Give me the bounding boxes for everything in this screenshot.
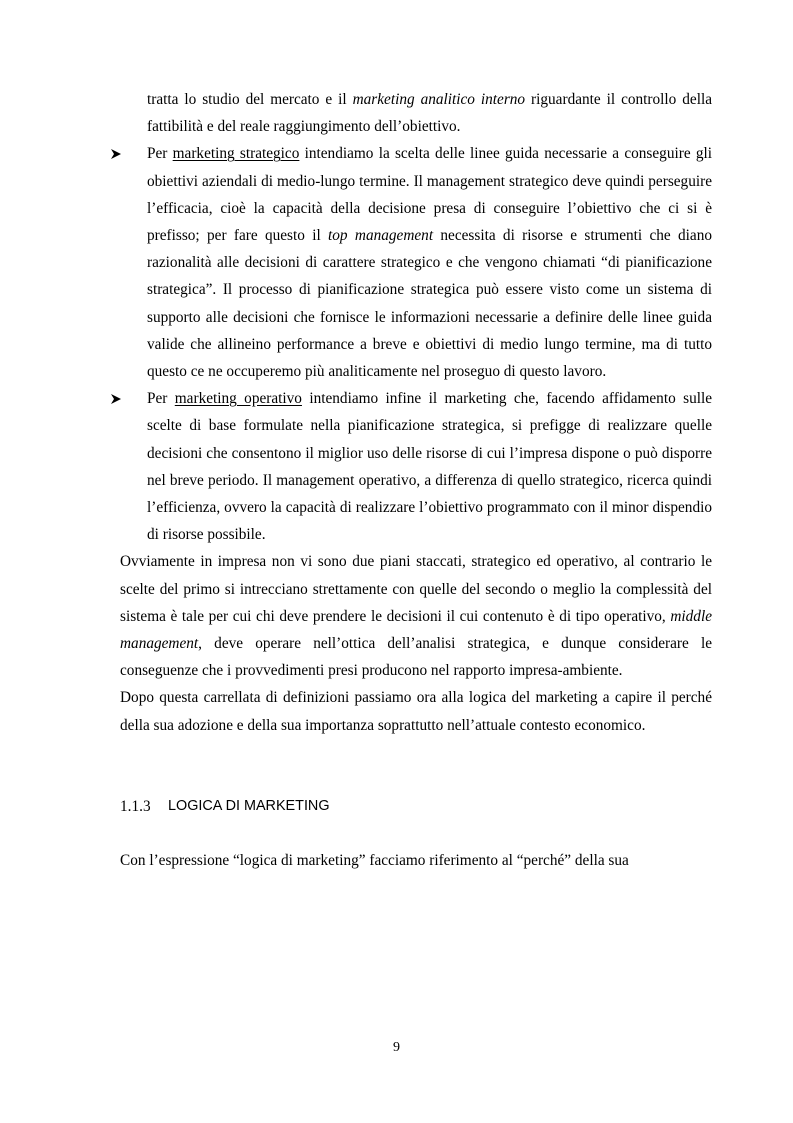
section-heading — [120, 793, 712, 820]
bullet-item-marketing-strategico — [120, 140, 712, 385]
body-paragraph-1 — [120, 548, 712, 684]
term-marketing-strategico: marketing strategico — [172, 145, 300, 163]
section-title: LOGICA DI MARKETING — [168, 797, 330, 814]
text-run: , deve operare nell’ottica dell’analisi strategica, e dunque considerare le conseguenze che i provvedimenti presi producono nel rapporto impresa-ambiente. — [120, 635, 712, 680]
bullet-paragraph — [147, 140, 712, 385]
emphasis-marketing-analitico-interno: marketing analitico interno — [352, 91, 526, 108]
text-run: riguardante il controllo della fattibilità e del reale raggiungimento dell’obiettivo. — [147, 91, 712, 136]
arrow-bullet-icon — [110, 393, 122, 405]
emphasis-top-management: top management — [328, 227, 434, 245]
text-run: Per — [147, 145, 173, 163]
bullet-item-marketing-operativo — [120, 385, 712, 548]
bullet-list — [120, 140, 712, 548]
text-run: intendiamo la scelta delle linee guida necessarie a conseguire gli obiettivi aziendali di medio-lungo termine. Il management strategico deve quindi perseguire l’efficacia, cioè la capacità della decisione presa di conseguire l’obiettivo che ci si è prefisso; per fare questo il — [147, 145, 712, 245]
continuation-paragraph — [120, 86, 712, 140]
text-run: necessita di risorse e strumenti che diano razionalità alle decisioni di carattere strategico e che vengono chiamati “di pianificazione strategica”. Il processo di pianificazione strategica può essere visto come un sistema di supporto alle decisioni che fornisce le informazioni necessarie a definire delle linee guida valide che allineino performance a breve e obiettivi di medio lungo termine, ma di tutto questo ce ne occuperemo più analiticamente nel proseguo di questo lavoro. — [147, 227, 712, 381]
section-number: 1.1.3 — [120, 797, 151, 815]
body-paragraph-2: Dopo questa carrellata di definizioni passiamo ora alla logica del marketing a capire il perché della sua adozione e della sua importanza soprattutto nell’attuale contesto economico. — [120, 689, 712, 734]
term-marketing-operativo: marketing operativo — [174, 390, 302, 408]
body-paragraph-3: Con l’espressione “logica di marketing” facciamo riferimento al “perché” della sua — [120, 851, 629, 869]
bullet-paragraph — [147, 385, 712, 548]
page-number: 9 — [393, 1040, 400, 1055]
text-run: tratta lo studio del mercato e il — [147, 91, 353, 108]
text-run: intendiamo infine il marketing che, facendo affidamento sulle scelte di base formulate nella pianificazione strategica, si prefigge di realizzare quelle decisioni che consentono il miglior uso delle risorse di cui l’impresa dispone o può disporre nel breve periodo. Il management operativo, a differenza di quello strategico, ricerca quindi l’efficienza, ovvero la capacità di realizzare l’obiettivo programmato con il minor dispendio di risorse possibile. — [147, 390, 713, 544]
arrow-bullet-icon — [110, 148, 122, 160]
document-page — [120, 86, 712, 874]
text-run: Per — [147, 390, 175, 408]
emphasis-middle-management: middle management — [120, 607, 712, 653]
text-run: Ovviamente in impresa non vi sono due piani staccati, strategico ed operativo, al contrario le scelte del primo si intrecciano strettamente con quelle del secondo o meglio la complessità del sistema è tale per cui chi deve prendere le decisioni il cui contenuto è di tipo operativo, — [120, 553, 712, 625]
